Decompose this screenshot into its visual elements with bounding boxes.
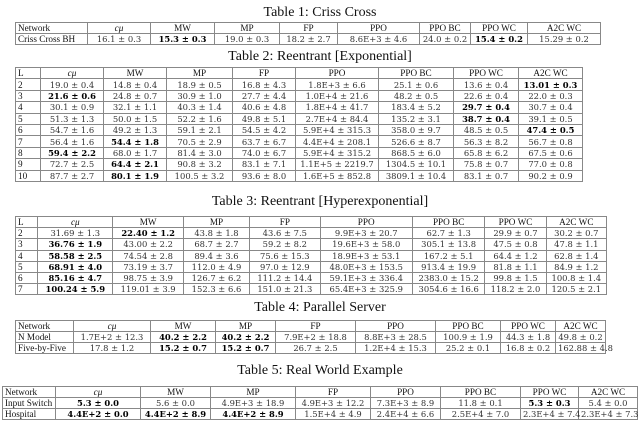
table-cell: 126.7 ± 6.2 <box>183 272 249 283</box>
table-reentrant-exponential <box>15 67 583 182</box>
table-cell: 30.7 ± 0.4 <box>519 102 583 113</box>
table-cell: 59.2 ± 8.2 <box>250 239 320 250</box>
row-label: Hospital <box>3 409 56 420</box>
column-header: MW <box>141 387 211 398</box>
column-header: FP <box>276 321 356 332</box>
column-header: A2C WC <box>556 321 606 332</box>
table-row <box>16 102 583 113</box>
row-label: 6 <box>16 272 38 283</box>
table-cell: 85.16 ± 4.7 <box>38 272 113 283</box>
table-cell: 90.8 ± 3.2 <box>167 159 233 170</box>
column-header: PPO WC <box>501 321 556 332</box>
table-cell: 100.8 ± 1.4 <box>546 272 606 283</box>
table-cell: 1.7E+2 ± 12.3 <box>74 332 151 343</box>
table-cell: 64.4 ± 2.1 <box>104 159 167 170</box>
table-row <box>16 250 607 261</box>
table-cell: 4.4E+4 ± 208.1 <box>296 136 379 147</box>
table-cell: 59.1E+3 ± 336.4 <box>320 272 412 283</box>
table-cell: 913.4 ± 19.9 <box>412 261 484 272</box>
table-cell: 16.8 ± 4.3 <box>233 79 296 90</box>
table-cell: 118.2 ± 2.0 <box>485 284 546 295</box>
table-cell: 54.7 ± 1.6 <box>41 124 104 135</box>
column-header: PPO WC <box>521 387 579 398</box>
table-cell: 38.7 ± 0.4 <box>454 113 519 124</box>
table-3-title: Table 3: Reentrant [Hyperexponential] <box>211 194 429 209</box>
table-cell: 31.69 ± 1.3 <box>38 228 113 239</box>
table-cell: 32.1 ± 1.1 <box>104 102 167 113</box>
row-label: 5 <box>16 261 38 272</box>
column-header: PPO BC <box>420 23 471 34</box>
column-header: cμ <box>38 217 113 228</box>
table-cell: 2.3E+4 ± 7.4 <box>521 409 579 420</box>
table-cell: 62.7 ± 1.3 <box>412 228 484 239</box>
table-cell: 2.3E+4 ± 7.3 <box>579 409 638 420</box>
table-cell: 48.2 ± 0.5 <box>379 90 454 101</box>
table-cell: 13.01 ± 0.3 <box>519 79 583 90</box>
table-cell: 17.8 ± 1.2 <box>74 343 151 354</box>
table-cell: 119.01 ± 3.9 <box>113 284 183 295</box>
table-cell: 3809.1 ± 10.4 <box>379 170 454 181</box>
table-cell: 167.2 ± 5.1 <box>412 250 484 261</box>
row-label: 8 <box>16 147 41 158</box>
table-cell: 83.1 ± 7.1 <box>233 159 296 170</box>
row-label: N Model <box>16 332 74 343</box>
column-header: FP <box>280 23 338 34</box>
table-cell: 72.7 ± 2.5 <box>41 159 104 170</box>
table-cell: 29.9 ± 0.7 <box>485 228 546 239</box>
table-cell: 56.7 ± 0.8 <box>519 136 583 147</box>
table-cell: 70.5 ± 2.9 <box>167 136 233 147</box>
table-cell: 5.9E+4 ± 315.2 <box>296 147 379 158</box>
table-cell: 4.4E+2 ± 8.9 <box>211 409 296 420</box>
table-row <box>3 409 638 420</box>
table-cell: 183.4 ± 5.2 <box>379 102 454 113</box>
row-label: 2 <box>16 79 41 90</box>
table-cell: 75.8 ± 0.7 <box>454 159 519 170</box>
table-cell: 1.8E+4 ± 41.7 <box>296 102 379 113</box>
table-2-title: Table 2: Reentrant [Exponential] <box>228 49 412 64</box>
row-label: 4 <box>16 102 41 113</box>
table-cell: 8.8E+3 ± 28.5 <box>356 332 436 343</box>
column-header: Network <box>3 387 56 398</box>
table-cell: 65.8 ± 6.2 <box>454 147 519 158</box>
column-header: PPO <box>320 217 412 228</box>
row-label: 3 <box>16 239 38 250</box>
table-cell: 3054.6 ± 16.6 <box>412 284 484 295</box>
table-cell: 48.0E+3 ± 153.5 <box>320 261 412 272</box>
table-row <box>16 79 583 90</box>
table-cell: 5.3 ± 0.3 <box>521 398 579 409</box>
column-header: cμ <box>88 23 151 34</box>
table-cell: 59.1 ± 2.1 <box>167 124 233 135</box>
table-cell: 15.2 ± 0.7 <box>216 343 276 354</box>
table-cell: 80.1 ± 1.9 <box>104 170 167 181</box>
table-cell: 868.5 ± 6.0 <box>379 147 454 158</box>
table-cell: 62.8 ± 1.4 <box>546 250 606 261</box>
table-cell: 93.6 ± 8.0 <box>233 170 296 181</box>
table-cell: 90.2 ± 0.9 <box>519 170 583 181</box>
table-cell: 16.8 ± 0.2 <box>501 343 556 354</box>
table-cell: 44.3 ± 1.8 <box>501 332 556 343</box>
column-header: PPO <box>296 68 379 79</box>
table-cell: 25.2 ± 0.1 <box>436 343 501 354</box>
table-cell: 43.8 ± 1.8 <box>183 228 249 239</box>
table-cell: 100.9 ± 1.9 <box>436 332 501 343</box>
table-cell: 100.24 ± 5.9 <box>38 284 113 295</box>
column-header: Network <box>16 23 88 34</box>
column-header: L <box>16 68 41 79</box>
column-header: MW <box>104 68 167 79</box>
row-label: Input Switch <box>3 398 56 409</box>
table-cell: 112.0 ± 4.9 <box>183 261 249 272</box>
table-row <box>16 261 607 272</box>
column-header: PPO WC <box>485 217 546 228</box>
table-cell: 24.8 ± 0.7 <box>104 90 167 101</box>
column-header: A2C WC <box>519 68 583 79</box>
table-cell: 65.4E+3 ± 325.9 <box>320 284 412 295</box>
table-cell: 1.5E+4 ± 4.9 <box>296 409 371 420</box>
table-row <box>16 239 607 250</box>
row-label: 2 <box>16 228 38 239</box>
table-row <box>16 159 583 170</box>
table-cell: 15.3 ± 0.3 <box>151 34 215 45</box>
header-row <box>16 23 601 34</box>
table-row <box>16 343 606 354</box>
table-row <box>16 332 606 343</box>
table-cell: 19.0 ± 0.3 <box>215 34 280 45</box>
table-row <box>16 90 583 101</box>
table-4-title: Table 4: Parallel Server <box>254 300 386 315</box>
table-cell: 40.2 ± 2.2 <box>151 332 216 343</box>
row-label: 3 <box>16 90 41 101</box>
table-cell: 47.8 ± 1.1 <box>546 239 606 250</box>
column-header: MP <box>183 217 249 228</box>
column-header: FP <box>296 387 371 398</box>
table-cell: 22.6 ± 0.4 <box>454 90 519 101</box>
table-cell: 100.5 ± 3.2 <box>167 170 233 181</box>
table-cell: 48.5 ± 0.5 <box>454 124 519 135</box>
table-cell: 135.2 ± 3.1 <box>379 113 454 124</box>
table-reentrant-hyperexponential <box>15 216 607 295</box>
table-cell: 111.2 ± 14.4 <box>250 272 320 283</box>
table-cell: 8.6E+3 ± 4.6 <box>338 34 420 45</box>
table-parallel-server <box>15 320 613 354</box>
table-cell: 11.8 ± 0.1 <box>441 398 521 409</box>
column-header: PPO BC <box>412 217 484 228</box>
table-row <box>16 124 583 135</box>
table-cell: 120.5 ± 2.1 <box>546 284 606 295</box>
table-cell: 162.88 ± 4.8 <box>556 343 606 354</box>
table-cell: 97.0 ± 12.9 <box>250 261 320 272</box>
table-cell: 54.5 ± 4.2 <box>233 124 296 135</box>
table-1-title: Table 1: Criss Cross <box>263 5 377 20</box>
column-header: A2C WC <box>579 387 638 398</box>
row-label: 7 <box>16 284 38 295</box>
table-cell: 4.9E+3 ± 12.2 <box>296 398 371 409</box>
table-cell: 77.0 ± 0.8 <box>519 159 583 170</box>
table-cell: 21.6 ± 0.6 <box>41 90 104 101</box>
table-cell: 5.6 ± 0.0 <box>141 398 211 409</box>
column-header: MP <box>215 23 280 34</box>
table-cell: 59.4 ± 2.2 <box>41 147 104 158</box>
table-cell: 2.4E+4 ± 6.6 <box>371 409 441 420</box>
table-cell: 30.1 ± 0.9 <box>41 102 104 113</box>
table-cell: 19.0 ± 0.4 <box>41 79 104 90</box>
column-header: MP <box>216 321 276 332</box>
table-cell: 52.2 ± 1.6 <box>167 113 233 124</box>
table-cell: 73.19 ± 3.7 <box>113 261 183 272</box>
table-cell: 5.3 ± 0.0 <box>56 398 141 409</box>
table-cell: 16.1 ± 0.3 <box>88 34 151 45</box>
table-row <box>16 228 607 239</box>
table-cell: 2383.0 ± 15.2 <box>412 272 484 283</box>
table-cell: 18.9E+3 ± 53.1 <box>320 250 412 261</box>
table-row <box>3 398 638 409</box>
table-row <box>16 113 583 124</box>
table-cell: 49.8 ± 0.2 <box>556 332 606 343</box>
table-cell: 81.4 ± 3.0 <box>167 147 233 158</box>
table-row <box>16 34 601 45</box>
column-header: FP <box>233 68 296 79</box>
table-cell: 1.6E+5 ± 852.8 <box>296 170 379 181</box>
column-header: MP <box>167 68 233 79</box>
table-cell: 18.9 ± 0.5 <box>167 79 233 90</box>
row-label: 10 <box>16 170 41 181</box>
table-cell: 68.0 ± 1.7 <box>104 147 167 158</box>
table-cell: 63.7 ± 6.7 <box>233 136 296 147</box>
table-cell: 40.3 ± 1.4 <box>167 102 233 113</box>
column-header: cμ <box>41 68 104 79</box>
row-label: 5 <box>16 113 41 124</box>
table-cell: 43.00 ± 2.2 <box>113 239 183 250</box>
table-cell: 24.0 ± 0.2 <box>420 34 471 45</box>
table-cell: 47.5 ± 0.8 <box>485 239 546 250</box>
table-cell: 40.2 ± 2.2 <box>216 332 276 343</box>
table-cell: 58.58 ± 2.5 <box>38 250 113 261</box>
table-cell: 22.0 ± 0.3 <box>519 90 583 101</box>
table-cell: 9.9E+3 ± 20.7 <box>320 228 412 239</box>
table-5-title: Table 5: Real World Example <box>237 363 403 378</box>
column-header: MW <box>113 217 183 228</box>
table-cell: 30.2 ± 0.7 <box>546 228 606 239</box>
table-cell: 15.29 ± 0.2 <box>528 34 601 45</box>
table-cell: 4.9E+3 ± 18.9 <box>211 398 296 409</box>
table-cell: 89.4 ± 3.6 <box>183 250 249 261</box>
table-cell: 68.91 ± 4.0 <box>38 261 113 272</box>
column-header: cμ <box>74 321 151 332</box>
table-cell: 2.5E+4 ± 7.0 <box>441 409 521 420</box>
table-cell: 358.0 ± 9.7 <box>379 124 454 135</box>
table-cell: 81.8 ± 1.1 <box>485 261 546 272</box>
row-label: 6 <box>16 124 41 135</box>
column-header: PPO WC <box>471 23 528 34</box>
table-cell: 54.4 ± 1.8 <box>104 136 167 147</box>
table-cell: 1304.5 ± 10.1 <box>379 159 454 170</box>
table-cell: 2.7E+4 ± 84.4 <box>296 113 379 124</box>
table-cell: 49.8 ± 5.1 <box>233 113 296 124</box>
table-cell: 68.7 ± 2.7 <box>183 239 249 250</box>
table-row <box>16 136 583 147</box>
table-cell: 1.0E+4 ± 21.6 <box>296 90 379 101</box>
table-cell: 152.3 ± 6.6 <box>183 284 249 295</box>
table-cell: 526.6 ± 8.7 <box>379 136 454 147</box>
table-cell: 4.4E+2 ± 8.9 <box>141 409 211 420</box>
table-cell: 22.40 ± 1.2 <box>113 228 183 239</box>
table-cell: 74.0 ± 6.7 <box>233 147 296 158</box>
table-cell: 56.4 ± 1.6 <box>41 136 104 147</box>
table-cell: 7.3E+3 ± 8.9 <box>371 398 441 409</box>
header-row <box>16 321 606 332</box>
column-header: PPO BC <box>379 68 454 79</box>
table-cell: 74.54 ± 2.8 <box>113 250 183 261</box>
row-label: Five-by-Five <box>16 343 74 354</box>
column-header: PPO WC <box>454 68 519 79</box>
table-cell: 30.9 ± 1.0 <box>167 90 233 101</box>
table-cell: 36.76 ± 1.9 <box>38 239 113 250</box>
table-cell: 49.2 ± 1.3 <box>104 124 167 135</box>
table-cell: 84.9 ± 1.2 <box>546 261 606 272</box>
table-cell: 26.7 ± 2.5 <box>276 343 356 354</box>
table-row <box>16 170 583 181</box>
table-cell: 1.2E+4 ± 15.3 <box>356 343 436 354</box>
column-header: FP <box>250 217 320 228</box>
table-row <box>16 284 607 295</box>
column-header: PPO <box>338 23 420 34</box>
column-header: A2C WC <box>528 23 601 34</box>
column-header: PPO BC <box>441 387 521 398</box>
table-cell: 25.1 ± 0.6 <box>379 79 454 90</box>
row-label: 7 <box>16 136 41 147</box>
table-cell: 5.9E+4 ± 315.3 <box>296 124 379 135</box>
table-cell: 98.75 ± 3.9 <box>113 272 183 283</box>
table-cell: 43.6 ± 7.5 <box>250 228 320 239</box>
table-cell: 13.6 ± 0.4 <box>454 79 519 90</box>
header-row <box>16 217 607 228</box>
table-cell: 50.0 ± 1.5 <box>104 113 167 124</box>
table-cell: 1.1E+5 ± 2219.7 <box>296 159 379 170</box>
table-cell: 67.5 ± 0.6 <box>519 147 583 158</box>
table-cell: 15.2 ± 0.7 <box>151 343 216 354</box>
column-header: PPO BC <box>436 321 501 332</box>
table-cell: 47.4 ± 0.5 <box>519 124 583 135</box>
column-header: MP <box>211 387 296 398</box>
table-cell: 56.3 ± 8.2 <box>454 136 519 147</box>
table-row <box>16 147 583 158</box>
table-cell: 99.8 ± 1.5 <box>485 272 546 283</box>
column-header: MW <box>151 321 216 332</box>
table-cell: 4.4E+2 ± 0.0 <box>56 409 141 420</box>
table-cell: 29.7 ± 0.4 <box>454 102 519 113</box>
table-cell: 75.6 ± 15.3 <box>250 250 320 261</box>
column-header: cμ <box>56 387 141 398</box>
table-cell: 19.6E+3 ± 58.0 <box>320 239 412 250</box>
table-cell: 83.1 ± 0.7 <box>454 170 519 181</box>
table-cell: 7.9E+2 ± 18.8 <box>276 332 356 343</box>
column-header: PPO <box>371 387 441 398</box>
column-header: MW <box>151 23 215 34</box>
table-cell: 1.8E+3 ± 6.6 <box>296 79 379 90</box>
table-row <box>16 272 607 283</box>
header-row <box>16 68 583 79</box>
table-cell: 51.3 ± 1.3 <box>41 113 104 124</box>
table-cell: 27.7 ± 4.4 <box>233 90 296 101</box>
table-cell: 40.6 ± 4.8 <box>233 102 296 113</box>
table-criss-cross <box>15 22 601 45</box>
row-label: 9 <box>16 159 41 170</box>
table-cell: 39.1 ± 0.5 <box>519 113 583 124</box>
header-row <box>3 387 638 398</box>
table-real-world-example <box>2 386 638 420</box>
row-label: Criss Cross BH <box>16 34 88 45</box>
table-cell: 15.4 ± 0.2 <box>471 34 528 45</box>
column-header: L <box>16 217 38 228</box>
table-cell: 305.1 ± 13.8 <box>412 239 484 250</box>
column-header: Network <box>16 321 74 332</box>
table-cell: 14.8 ± 0.4 <box>104 79 167 90</box>
table-cell: 5.4 ± 0.0 <box>579 398 638 409</box>
column-header: PPO <box>356 321 436 332</box>
column-header: A2C WC <box>546 217 606 228</box>
table-cell: 151.0 ± 21.3 <box>250 284 320 295</box>
table-cell: 18.2 ± 2.7 <box>280 34 338 45</box>
table-cell: 87.7 ± 2.7 <box>41 170 104 181</box>
row-label: 4 <box>16 250 38 261</box>
table-cell: 64.4 ± 1.2 <box>485 250 546 261</box>
